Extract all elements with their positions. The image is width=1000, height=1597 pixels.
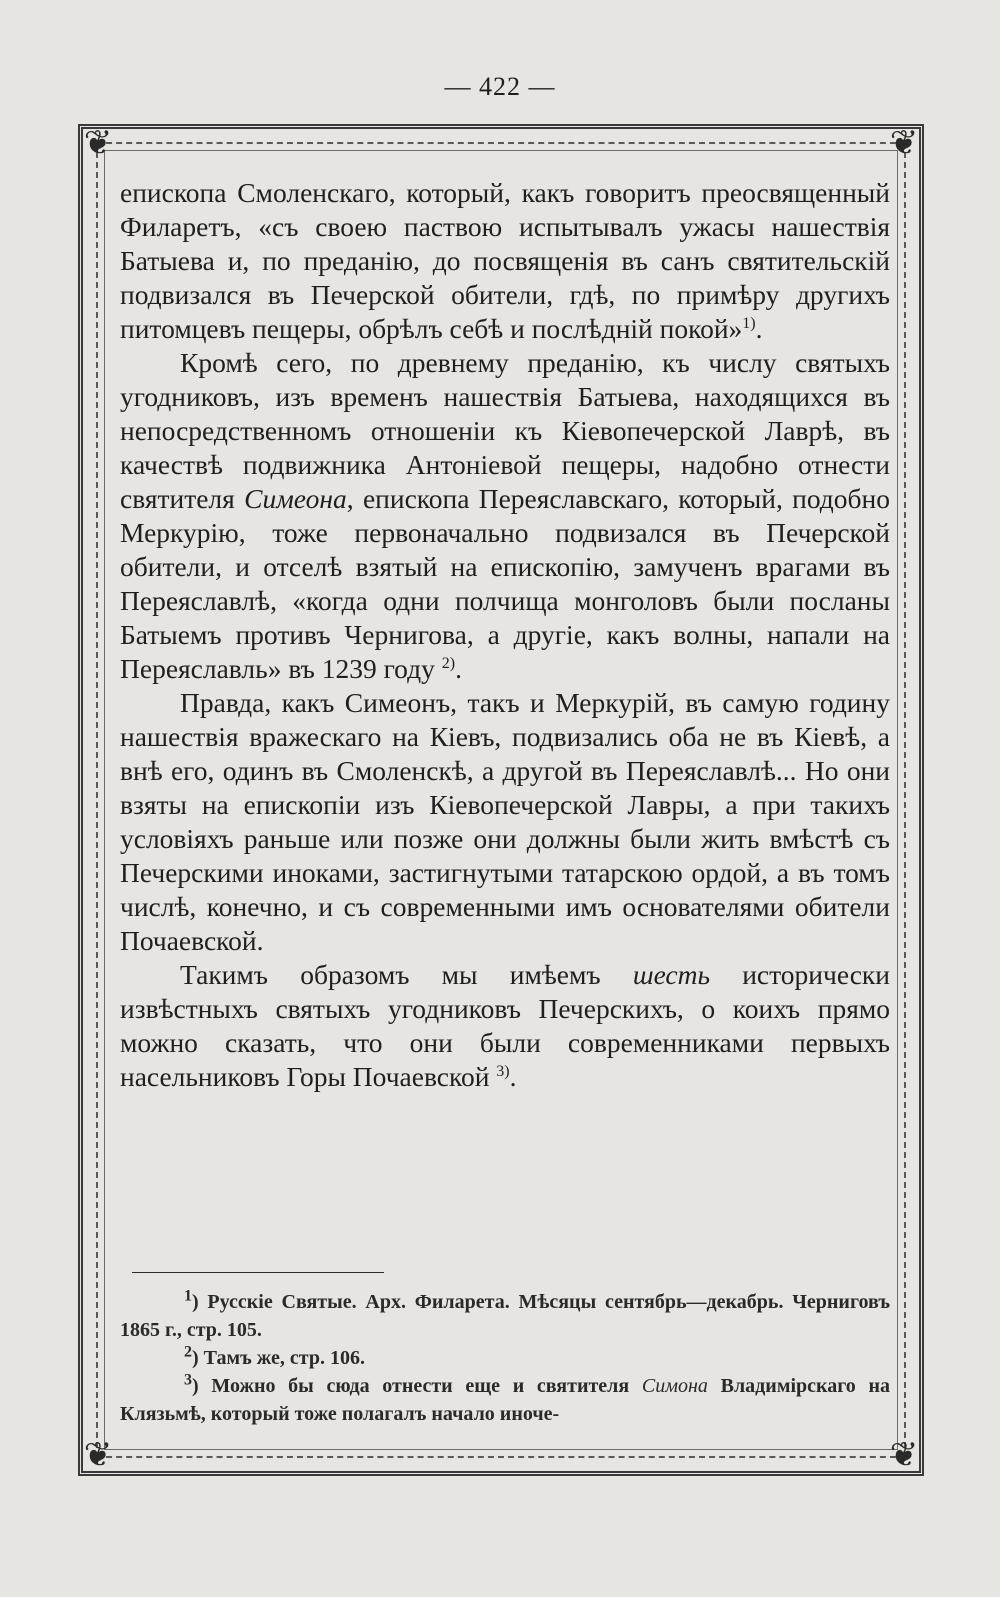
text-run: Такимъ образомъ мы имѣемъ (180, 959, 633, 990)
text-run: . (509, 1061, 517, 1092)
italic-text: Симеона (244, 483, 347, 514)
footnote-ref: 1 (184, 1287, 192, 1305)
text-run: ) Можно бы сюда отнести еще и святителя (192, 1375, 642, 1397)
footnote-ref: 3) (496, 1062, 510, 1080)
text-run: . (455, 653, 462, 684)
paragraph (120, 176, 890, 346)
footnote-ref: 2 (184, 1343, 192, 1361)
corner-ornament-icon: ❦ (83, 1437, 113, 1474)
footnotes (120, 1288, 890, 1428)
footnote (120, 1288, 890, 1344)
text-run: Правда, какъ Симеонъ, такъ и Меркурій, въ самую годину нашествія вражескаго на Кіевъ, подвизались оба не въ Кіевѣ, а внѣ его, одинъ въ Смоленскѣ, а другой въ Переяславлѣ... Но они взяты на епископіи изъ Кіевопечерской Лавры, а при такихъ условіяхъ раньше или позже они должны были жить вмѣстѣ съ Печерскими иноками, застигнутыми татарскою ордой, а въ томъ числѣ, конечно, и съ современными имъ основателями обители Почаевской. (120, 687, 890, 956)
body-text (120, 176, 890, 1094)
footnote-ref: 3 (184, 1371, 192, 1389)
paragraph (120, 958, 890, 1094)
footnote (120, 1344, 890, 1372)
text-run: , епископа Переяславскаго, который, подобно Меркурію, тоже первоначально подвизался въ Печерской обители, и отселѣ взятый на епископію, замученъ врагами въ Переяславлѣ, «когда одни полчища монголовъ были посланы Батыемъ противъ Чернигова, а другіе, какъ волны, напали на Переяславль» въ 1239 году (120, 483, 891, 684)
italic-text: шесть (632, 959, 710, 990)
text-run: Кромѣ сего, по древнему преданію, къ числу святыхъ угодниковъ, изъ временъ нашествія Батыева, находящихся въ непосредственномъ отношеніи къ Кіевопечерской Лаврѣ, въ качествѣ подвижника Антоніевой пещеры, надобно отнести святителя (120, 347, 890, 514)
paragraph (120, 346, 890, 686)
italic-text: Симона (641, 1375, 708, 1397)
text-run: ) Тамъ же, стр. 106. (192, 1347, 365, 1369)
footnote-ref: 1) (742, 314, 756, 332)
paragraph (120, 686, 890, 958)
text-run: . (755, 313, 763, 344)
text-run: епископа Смоленскаго, который, какъ говоритъ преосвященный Филаретъ, «съ своею паствою испытывалъ ужасы нашествія Батыева и, по преданію, до посвященія въ санъ святительскій подвизался въ Печерской обители, гдѣ, по примѣру другихъ питомцевъ пещеры, обрѣлъ себѣ и послѣдній покой» (120, 177, 890, 344)
footnote-separator (132, 1272, 384, 1273)
text-run: ) Русскіе Святые. Арх. Филарета. Мѣсяцы сентябрь—декабрь. Черниговъ 1865 г., стр. 105. (120, 1291, 890, 1341)
corner-ornament-icon: ❦ (889, 1437, 919, 1474)
corner-ornament-icon: ❦ (83, 125, 113, 162)
corner-ornament-icon: ❦ (889, 125, 919, 162)
footnote-ref: 2) (441, 654, 456, 672)
footnote (120, 1372, 890, 1428)
page-number: — 422 — (444, 72, 556, 101)
text-run: исторически извѣстныхъ святыхъ угодниковъ Печерскихъ, о коихъ прямо можно сказать, что они были современниками первыхъ насельниковъ Горы Почаевской (120, 959, 890, 1092)
text-run: Владимірскаго на Клязьмѣ, который тоже полагалъ начало иноче- (120, 1375, 891, 1425)
